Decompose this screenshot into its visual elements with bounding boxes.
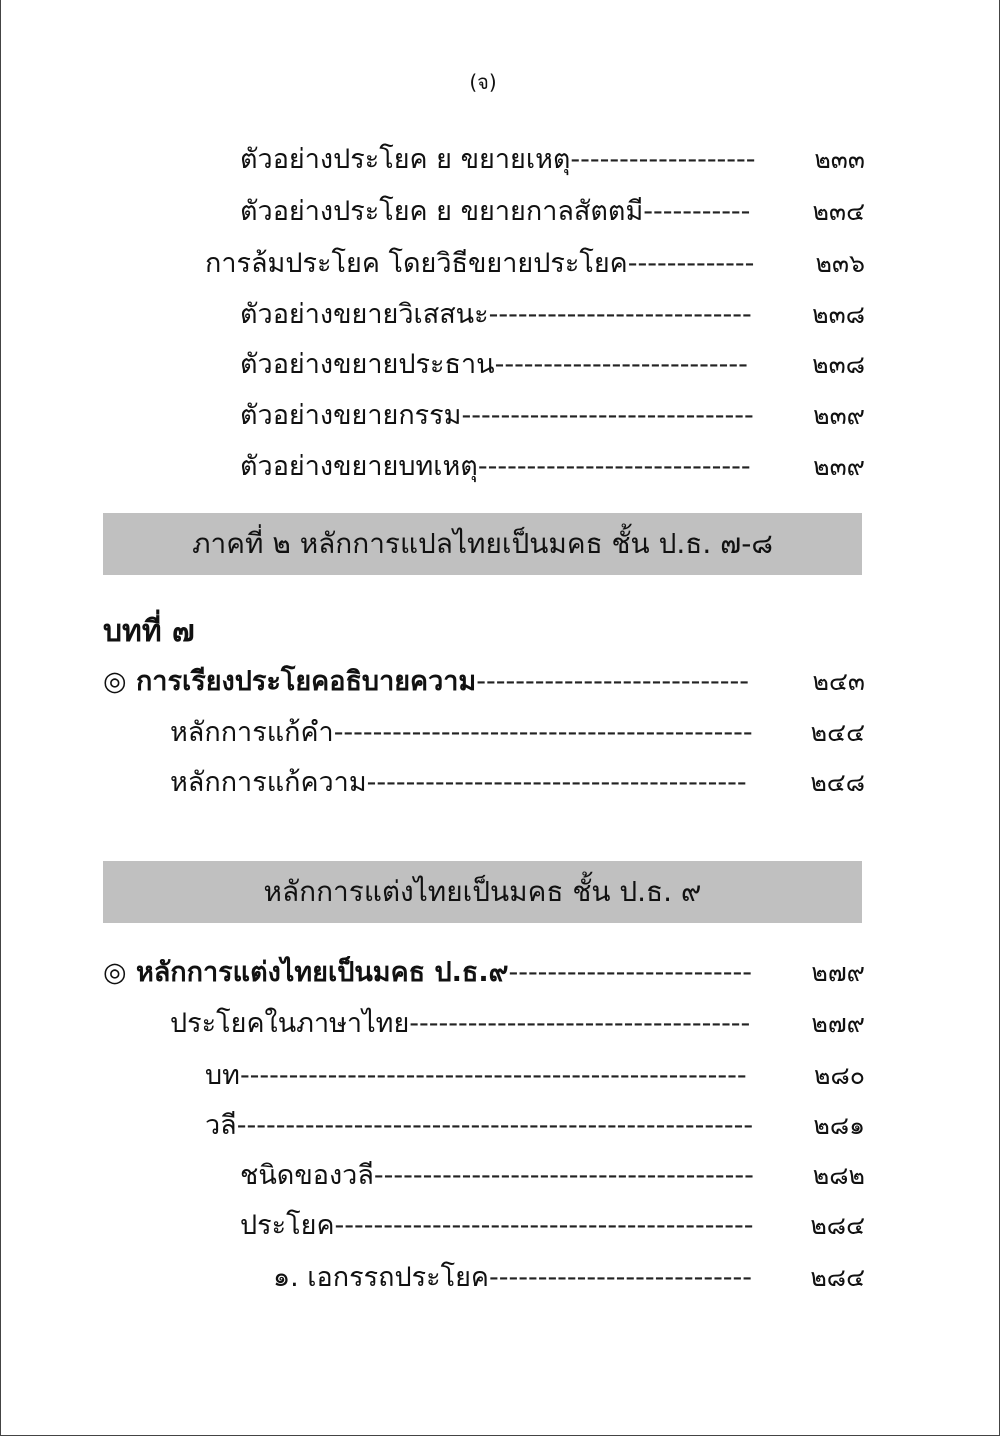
dot-leader: ---------------------------------------	[373, 1160, 754, 1191]
toc-section-title: ◎ หลักการแต่งไทยเป็นมคธ ป.ธ.๙	[103, 957, 509, 988]
toc-entry-title: ประโยคในภาษาไทย	[170, 1008, 410, 1039]
toc-entry	[240, 1156, 765, 1196]
toc-entry-page: ๒๗๙	[811, 1009, 865, 1038]
toc-entry-title: ๑. เอกรรถประโยค	[273, 1262, 489, 1293]
dot-leader: -----------------------------------------------------	[236, 1110, 754, 1141]
toc-entry-page: ๒๓๙	[813, 401, 865, 430]
toc-entry-title: ตัวอย่างขยายกรรม	[240, 400, 462, 431]
toc-entry-page: ๒๔๔	[810, 718, 865, 747]
toc-entry-title: บท	[205, 1060, 240, 1091]
toc-entry-page: ๒๘๑	[813, 1111, 865, 1140]
dot-leader: -------------------	[570, 144, 756, 175]
toc-entry	[240, 295, 765, 335]
toc-entry	[205, 244, 765, 284]
toc-entry-title: ตัวอย่างประโยค ย ขยายกาลสัตตมี	[240, 196, 644, 227]
toc-section-title: ◎ การเรียงประโยคอธิบายความ	[103, 666, 477, 697]
chapter-heading: บทที่ ๗	[103, 614, 195, 649]
dot-leader: -------------------------------------------	[333, 717, 753, 748]
toc-entry-title: ชนิดของวลี	[240, 1160, 374, 1191]
toc-entry-page: ๒๓๘	[812, 300, 865, 329]
toc-entry-page: ๒๓๓	[814, 145, 865, 174]
toc-entry-title: การล้มประโยค โดยวิธีขยายประโยค	[205, 248, 628, 279]
toc-entry	[240, 396, 765, 436]
toc-entry-title: หลักการแก้คำ	[170, 717, 334, 748]
toc-entry-title: ประโยค	[240, 1210, 335, 1241]
dot-leader: -------------------------	[508, 957, 753, 988]
toc-entry-page: ๒๓๖	[815, 249, 865, 278]
toc-entry-page: ๒๘๔	[810, 1211, 865, 1240]
toc-entry-title: ตัวอย่างขยายบทเหตุ	[240, 451, 478, 482]
dot-leader: ---------------------------	[488, 299, 752, 330]
dot-leader: --------------------------	[494, 349, 748, 380]
toc-entry-title: วลี	[205, 1110, 237, 1141]
toc-section-page: ๒๗๙	[811, 958, 865, 987]
toc-entry	[240, 140, 765, 180]
toc-section	[103, 953, 765, 993]
toc-entry	[205, 1056, 765, 1096]
toc-entry	[170, 1004, 765, 1044]
toc-entry	[240, 192, 765, 232]
toc-section-page: ๒๔๓	[812, 667, 865, 696]
dot-leader: -----------------------------------	[409, 1008, 751, 1039]
toc-entry	[170, 763, 765, 803]
toc-entry	[205, 1106, 765, 1146]
toc-entry-page: ๒๔๘	[810, 768, 865, 797]
toc-entry	[240, 447, 765, 487]
toc-entry-page: ๒๘๐	[813, 1061, 865, 1090]
part-banner: ภาคที่ ๒ หลักการแปลไทยเป็นมคธ ชั้น ป.ธ. ๗-๘	[103, 513, 862, 575]
dot-leader: ----------------------------------------------------	[239, 1060, 747, 1091]
toc-entry	[240, 1206, 765, 1246]
dot-leader: -------------	[627, 248, 755, 279]
page-number: (จ)	[469, 70, 497, 94]
part-banner: หลักการแต่งไทยเป็นมคธ ชั้น ป.ธ. ๙	[103, 861, 862, 923]
toc-entry-page: ๒๘๔	[810, 1263, 865, 1292]
toc-entry	[170, 713, 765, 753]
toc-entry	[240, 345, 765, 385]
dot-leader: ----------------------------	[477, 451, 751, 482]
dot-leader: -----------	[643, 196, 751, 227]
toc-entry-title: ตัวอย่างขยายประธาน	[240, 349, 495, 380]
dot-leader: ---------------------------------------	[366, 767, 747, 798]
toc-entry-title: ตัวอย่างขยายวิเสสนะ	[240, 299, 489, 330]
dot-leader: ----------------------------	[476, 666, 750, 697]
toc-entry-page: ๒๓๙	[813, 452, 865, 481]
toc-entry-title: ตัวอย่างประโยค ย ขยายเหตุ	[240, 144, 571, 175]
dot-leader: ---------------------------	[488, 1262, 753, 1293]
toc-entry-page: ๒๓๘	[812, 350, 865, 379]
toc-entry	[273, 1258, 765, 1298]
toc-entry-title: หลักการแก้ความ	[170, 767, 367, 798]
toc-section	[103, 662, 765, 702]
dot-leader: -------------------------------------------	[334, 1210, 754, 1241]
dot-leader: ------------------------------	[461, 400, 754, 431]
toc-entry-page: ๒๘๒	[812, 1161, 865, 1190]
toc-entry-page: ๒๓๔	[812, 197, 865, 226]
